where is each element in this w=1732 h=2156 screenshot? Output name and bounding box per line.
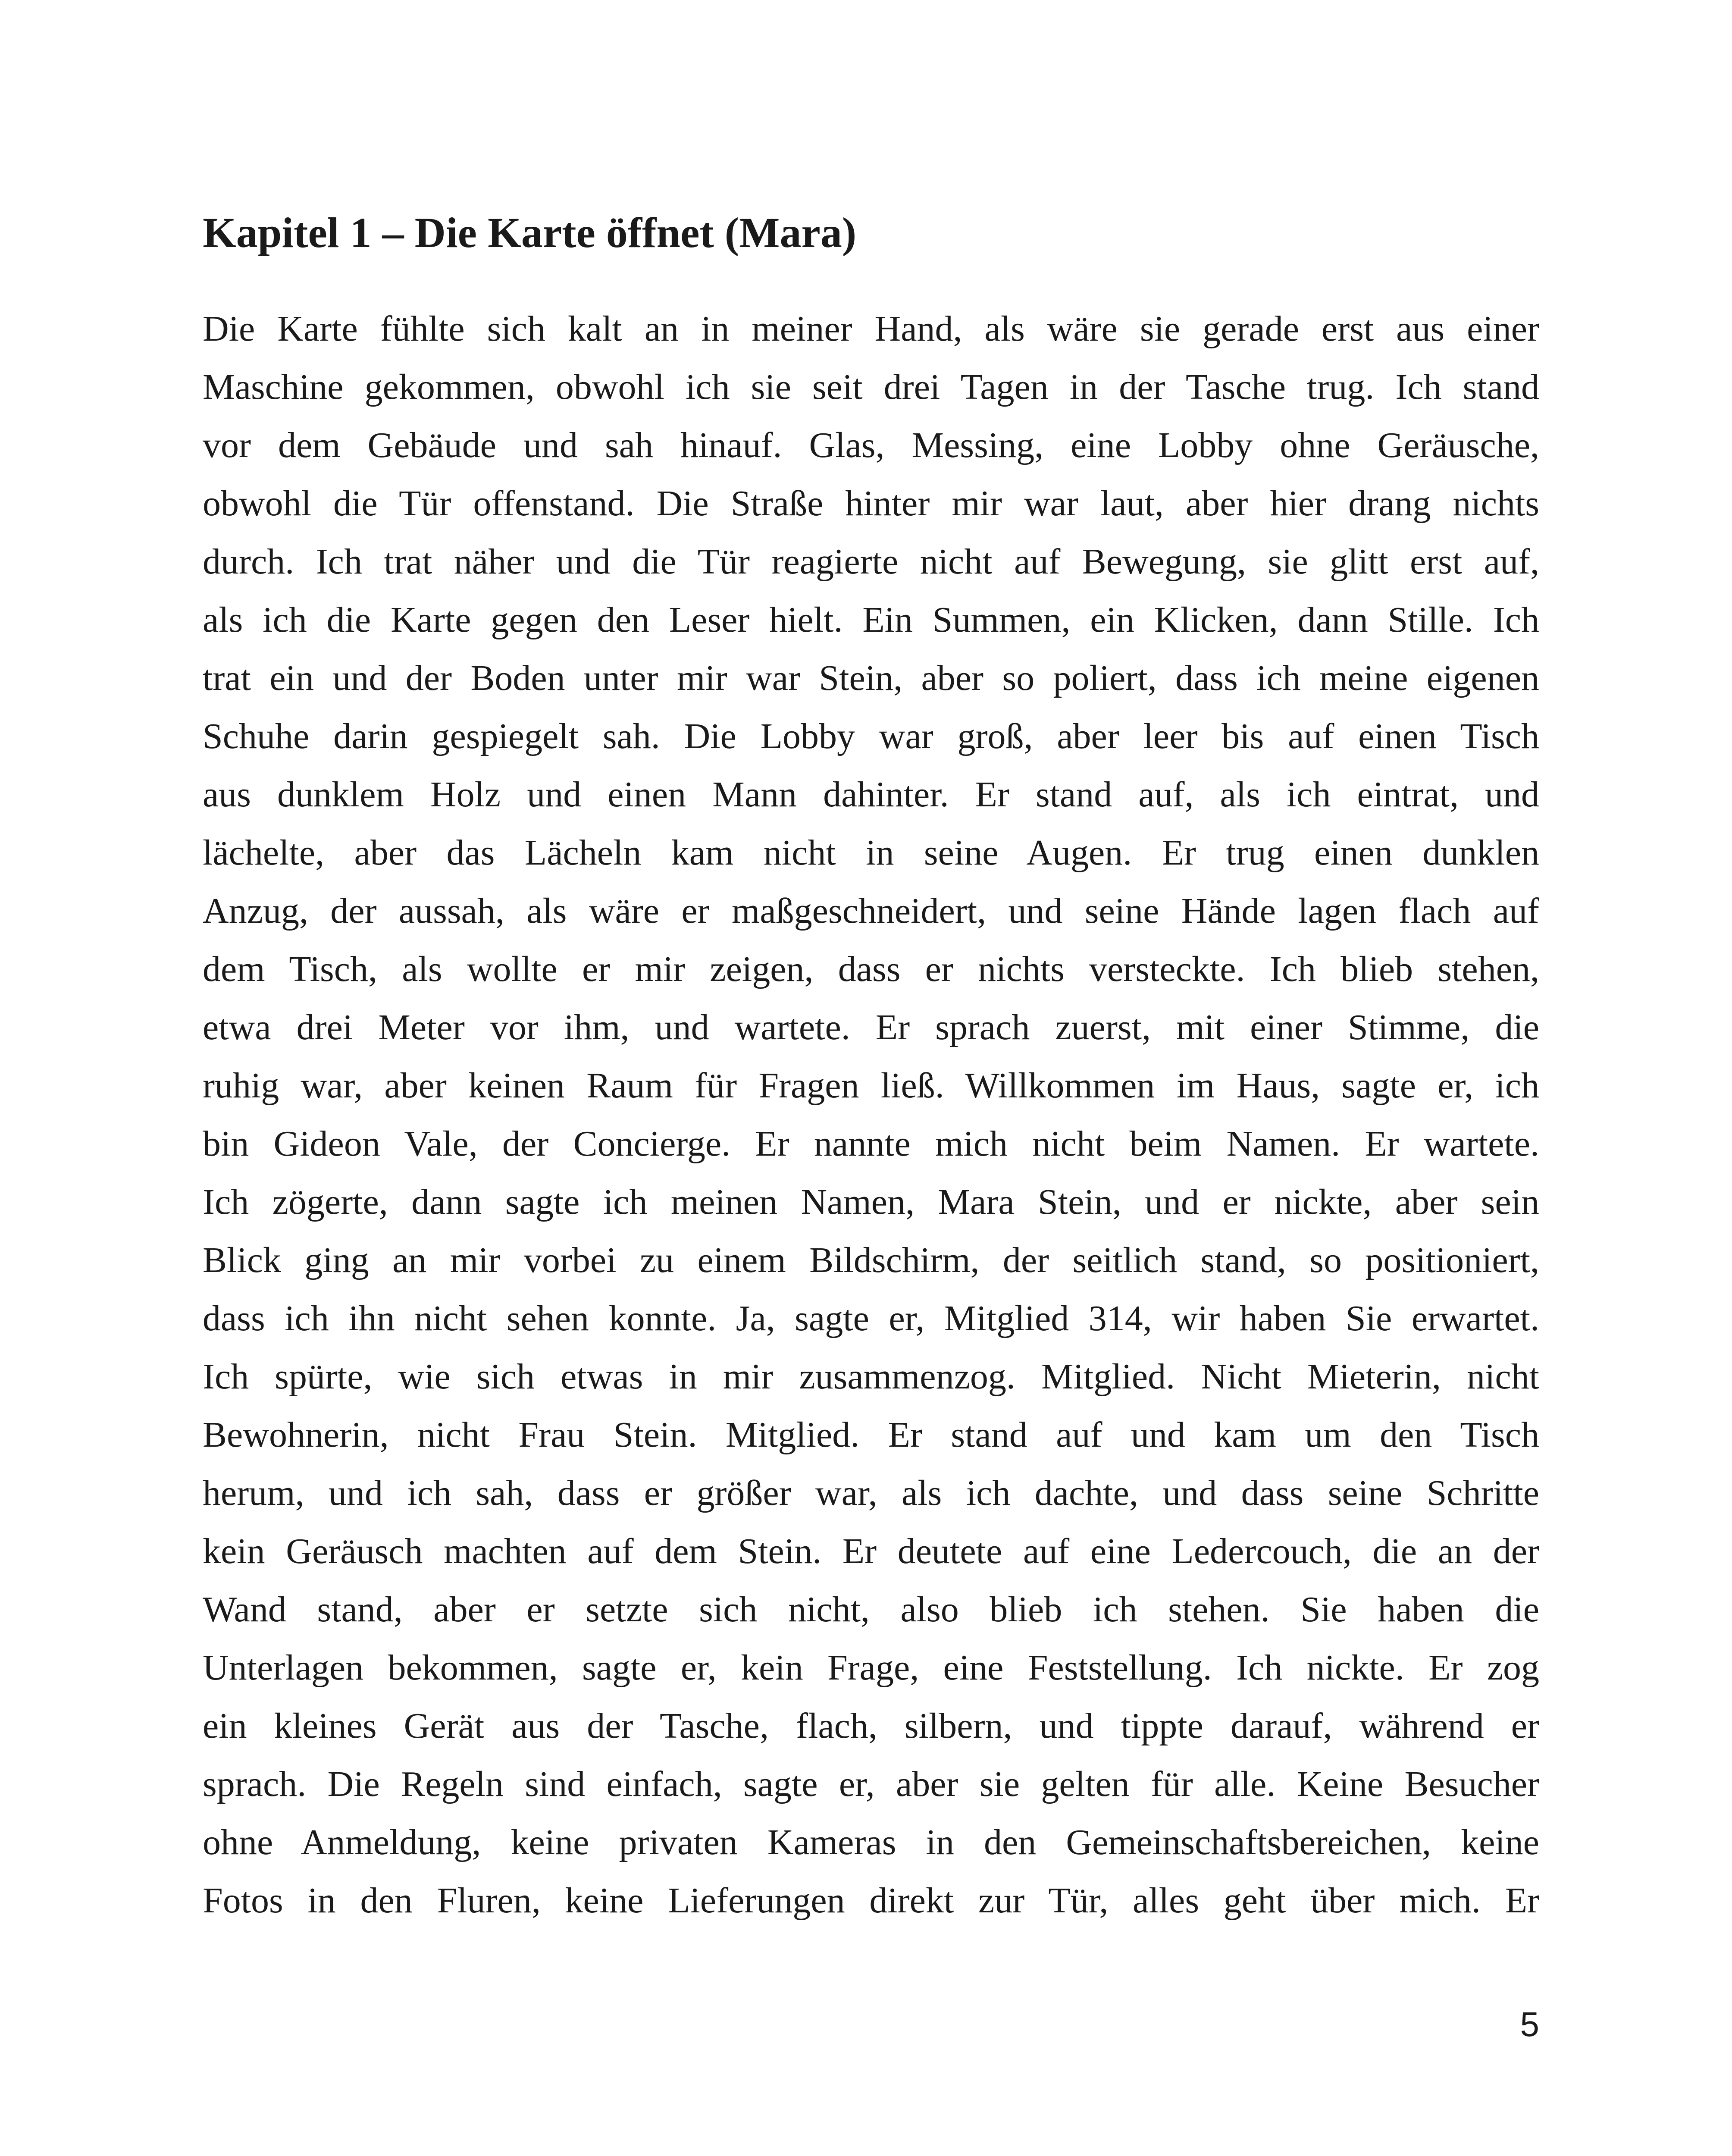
chapter-title: Kapitel 1 – Die Karte öffnet (Mara)	[203, 209, 857, 257]
body-line: ohne Anmeldung, keine privaten Kameras in den Gemeinschaftsbereichen, keine	[203, 1822, 1539, 1862]
body-line: Ich zögerte, dann sagte ich meinen Namen, Mara Stein, und er nickte, aber sein	[203, 1182, 1539, 1222]
page-number: 5	[1520, 2005, 1539, 2043]
body-line: Anzug, der aussah, als wäre er maßgeschneidert, und seine Hände lagen flach auf	[203, 891, 1539, 931]
body-line: ein kleines Gerät aus der Tasche, flach, silbern, und tippte darauf, während er	[203, 1706, 1539, 1746]
body-line: Ich spürte, wie sich etwas in mir zusammenzog. Mitglied. Nicht Mieterin, nicht	[203, 1357, 1539, 1397]
body-line: herum, und ich sah, dass er größer war, als ich dachte, und dass seine Schritte	[203, 1473, 1539, 1513]
body-line: Blick ging an mir vorbei zu einem Bildschirm, der seitlich stand, so positioniert,	[203, 1240, 1539, 1280]
body-line: Die Karte fühlte sich kalt an in meiner Hand, als wäre sie gerade erst aus einer	[203, 309, 1539, 349]
body-line: vor dem Gebäude und sah hinauf. Glas, Messing, eine Lobby ohne Geräusche,	[203, 425, 1539, 465]
body-line: Unterlagen bekommen, sagte er, kein Frage, eine Feststellung. Ich nickte. Er zog	[203, 1648, 1539, 1688]
body-line: dem Tisch, als wollte er mir zeigen, dass er nichts versteckte. Ich blieb stehen,	[203, 949, 1539, 989]
body-line: aus dunklem Holz und einen Mann dahinter. Er stand auf, als ich eintrat, und	[203, 774, 1539, 815]
body-line: Bewohnerin, nicht Frau Stein. Mitglied. Er stand auf und kam um den Tisch	[203, 1415, 1539, 1455]
body-line: Schuhe darin gespiegelt sah. Die Lobby war groß, aber leer bis auf einen Tisch	[203, 716, 1539, 756]
body-line: trat ein und der Boden unter mir war Stein, aber so poliert, dass ich meine eigenen	[203, 658, 1539, 698]
body-line: lächelte, aber das Lächeln kam nicht in seine Augen. Er trug einen dunklen	[203, 833, 1539, 873]
body-line: als ich die Karte gegen den Leser hielt. Ein Summen, ein Klicken, dann Stille. Ich	[203, 600, 1539, 640]
body-line: Wand stand, aber er setzte sich nicht, also blieb ich stehen. Sie haben die	[203, 1589, 1539, 1630]
chapter-body	[203, 300, 1539, 1930]
body-line: sprach. Die Regeln sind einfach, sagte er, aber sie gelten für alle. Keine Besucher	[203, 1764, 1539, 1804]
body-line: ruhig war, aber keinen Raum für Fragen ließ. Willkommen im Haus, sagte er, ich	[203, 1065, 1539, 1106]
body-line: durch. Ich trat näher und die Tür reagierte nicht auf Bewegung, sie glitt erst auf,	[203, 542, 1539, 582]
body-line: obwohl die Tür offenstand. Die Straße hinter mir war laut, aber hier drang nichts	[203, 483, 1539, 523]
body-line: etwa drei Meter vor ihm, und wartete. Er sprach zuerst, mit einer Stimme, die	[203, 1007, 1539, 1047]
body-line: bin Gideon Vale, der Concierge. Er nannte mich nicht beim Namen. Er wartete.	[203, 1124, 1539, 1164]
body-line: dass ich ihn nicht sehen konnte. Ja, sagte er, Mitglied 314, wir haben Sie erwartet.	[203, 1298, 1539, 1338]
body-line: kein Geräusch machten auf dem Stein. Er deutete auf eine Ledercouch, die an der	[203, 1531, 1539, 1571]
body-line: Maschine gekommen, obwohl ich sie seit drei Tagen in der Tasche trug. Ich stand	[203, 367, 1539, 407]
body-line: Fotos in den Fluren, keine Lieferungen direkt zur Tür, alles geht über mich. Er	[203, 1880, 1539, 1921]
